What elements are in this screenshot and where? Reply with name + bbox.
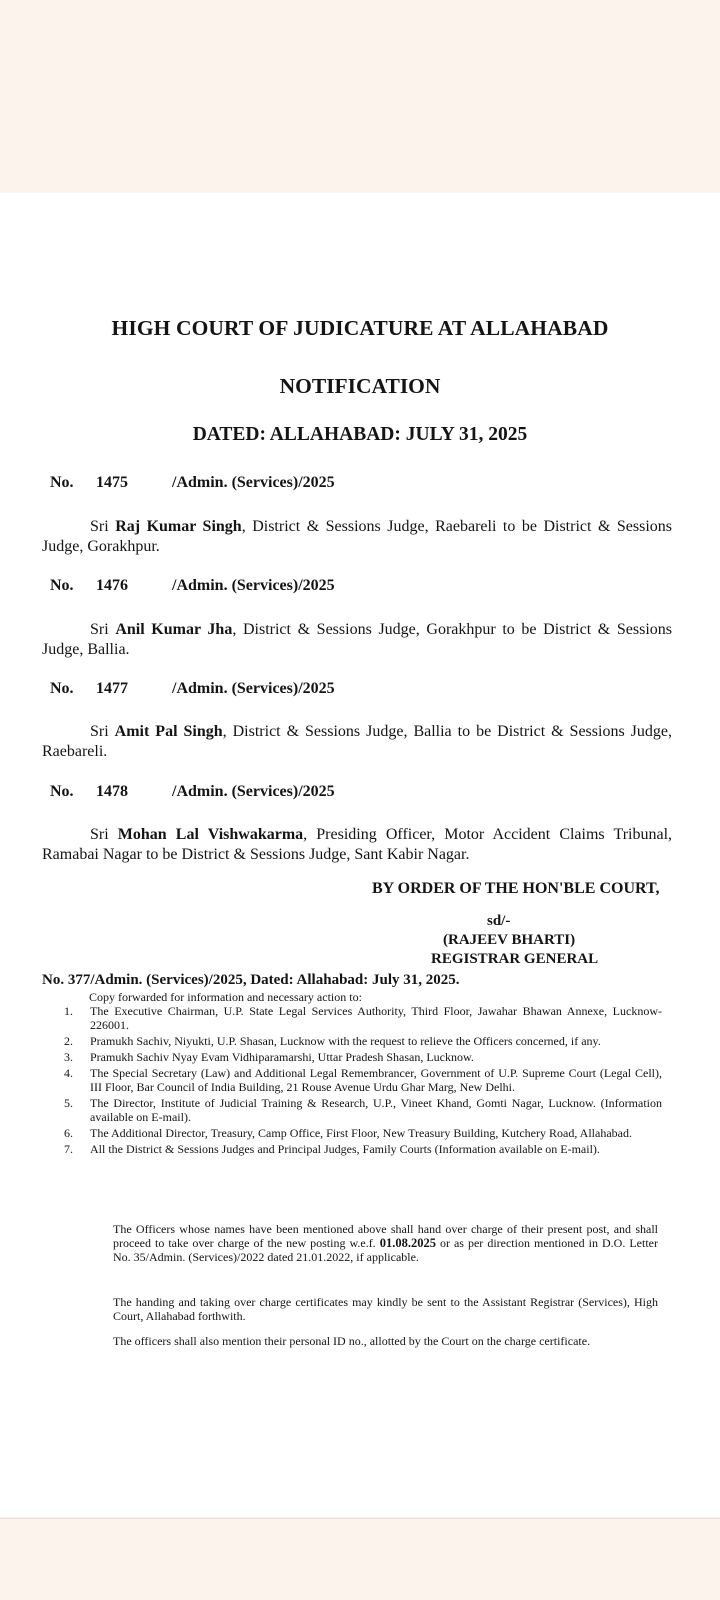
endorsement-reference: No. 377/Admin. (Services)/2025, Dated: Allahabad: July 31, 2025. bbox=[42, 972, 460, 988]
personal-id-note: The officers shall also mention their personal ID no., allotted by the Court on the charge certificate. bbox=[113, 1334, 591, 1348]
page-edge-line bbox=[0, 1518, 720, 1519]
item-text: Pramukh Sachiv Nyay Evam Vidhiparamarshi, Uttar Pradesh Shasan, Lucknow. bbox=[90, 1050, 474, 1064]
officer-name: Raj Kumar Singh bbox=[115, 518, 242, 535]
item-number: 6. bbox=[64, 1126, 73, 1140]
dated-line: DATED: ALLAHABAD: JULY 31, 2025 bbox=[192, 424, 528, 445]
number-value: 1476 bbox=[96, 577, 128, 594]
notification-number-1478 bbox=[50, 783, 335, 801]
item-text: The Additional Director, Treasury, Camp Office, First Floor, New Treasury Building, Kutchery Road, Allahabad. bbox=[90, 1126, 632, 1140]
charge-handover-note bbox=[113, 1222, 658, 1264]
recipient-list bbox=[42, 1004, 662, 1158]
notification-number-1475 bbox=[50, 474, 335, 492]
officer-name: Anil Kumar Jha bbox=[115, 621, 233, 638]
number-label: No. bbox=[50, 474, 74, 491]
number-label: No. bbox=[50, 680, 74, 697]
number-suffix: /Admin. (Services)/2025 bbox=[172, 680, 335, 697]
signed-mark: sd/- bbox=[487, 913, 511, 929]
posting-text: , Presiding Officer, Motor Accident Claims Tribunal, Ramabai Nagar to be District & Sessions Judge, Sant Kabir Nagar. bbox=[42, 826, 673, 863]
list-item bbox=[42, 1126, 662, 1140]
posting-text: , District & Sessions Judge, Raebareli to be District & Sessions Judge, Gorakhpur. bbox=[42, 518, 673, 555]
notification-paragraph-1478 bbox=[42, 825, 672, 865]
top-margin-band bbox=[0, 0, 720, 192]
document-type-heading: NOTIFICATION bbox=[279, 374, 441, 398]
copy-forwarded-line: Copy forwarded for information and necessary action to: bbox=[89, 990, 362, 1004]
item-text: Pramukh Sachiv, Niyukti, U.P. Shasan, Lucknow with the request to relieve the Officers concerned, if any. bbox=[90, 1034, 601, 1048]
certificate-note: The handing and taking over charge certificates may kindly be sent to the Assistant Registrar (Services), High Court, Allahabad forthwith. bbox=[113, 1295, 658, 1323]
item-number: 3. bbox=[64, 1050, 73, 1064]
by-order-line: BY ORDER OF THE HON'BLE COURT, bbox=[372, 880, 660, 897]
item-number: 4. bbox=[64, 1066, 73, 1080]
item-text: The Executive Chairman, U.P. State Legal Services Authority, Third Floor, Jawahar Bhawan Annexe, Lucknow-226001. bbox=[90, 1004, 662, 1032]
number-label: No. bbox=[50, 783, 74, 800]
number-value: 1475 bbox=[96, 474, 128, 491]
note-text-b: or as per direction mentioned in D.O. Letter No. 35/Admin. (Services)/2022 dated 21.01.2022, if applicable. bbox=[113, 1236, 658, 1264]
notification-number-1476 bbox=[50, 577, 335, 595]
effective-date: 01.08.2025 bbox=[379, 1236, 436, 1250]
number-suffix: /Admin. (Services)/2025 bbox=[172, 577, 335, 594]
honorific: Sri bbox=[90, 826, 118, 843]
notification-paragraph-1475 bbox=[42, 517, 672, 557]
number-value: 1478 bbox=[96, 783, 128, 800]
item-text: The Director, Institute of Judicial Training & Research, U.P., Vineet Khand, Gomti Nagar, Lucknow. (Information available on E-mail). bbox=[90, 1096, 662, 1124]
bottom-margin-band bbox=[0, 1517, 720, 1600]
list-item bbox=[42, 1066, 662, 1094]
note-text-a: The Officers whose names have been mentioned above shall hand over charge of their present post, and shall proceed to take over charge of the new posting w.e.f. bbox=[113, 1222, 658, 1250]
notification-number-1477 bbox=[50, 680, 335, 698]
number-label: No. bbox=[50, 577, 74, 594]
item-text: All the District & Sessions Judges and Principal Judges, Family Courts (Information available on E-mail). bbox=[90, 1142, 600, 1156]
number-suffix: /Admin. (Services)/2025 bbox=[172, 474, 335, 491]
notification-paragraph-1476 bbox=[42, 620, 672, 660]
list-item bbox=[42, 1096, 662, 1124]
list-item bbox=[42, 1004, 662, 1032]
honorific: Sri bbox=[90, 723, 115, 740]
item-number: 2. bbox=[64, 1034, 73, 1048]
officer-name: Mohan Lal Vishwakarma bbox=[117, 826, 304, 843]
signatory-name: (RAJEEV BHARTI) bbox=[443, 932, 576, 948]
officer-name: Amit Pal Singh bbox=[114, 723, 223, 740]
item-text: The Special Secretary (Law) and Additional Legal Remembrancer, Government of U.P. Supreme Court (Legal Cell), III Floor, Bar Council of India Building, 21 Rouse Avenue Urdu Ghar Marg, New Delhi. bbox=[90, 1066, 662, 1094]
posting-text: , District & Sessions Judge, Ballia to be District & Sessions Judge, Raebareli. bbox=[42, 723, 672, 760]
item-number: 7. bbox=[64, 1142, 73, 1156]
honorific: Sri bbox=[90, 621, 116, 638]
court-title: HIGH COURT OF JUDICATURE AT ALLAHABAD bbox=[111, 316, 609, 340]
notification-paragraph-1477 bbox=[42, 722, 672, 762]
posting-text: , District & Sessions Judge, Gorakhpur to be District & Sessions Judge, Ballia. bbox=[42, 621, 673, 658]
list-item bbox=[42, 1142, 662, 1156]
number-suffix: /Admin. (Services)/2025 bbox=[172, 783, 335, 800]
item-number: 5. bbox=[64, 1096, 73, 1110]
list-item bbox=[42, 1034, 662, 1048]
honorific: Sri bbox=[90, 518, 116, 535]
signatory-title: REGISTRAR GENERAL bbox=[431, 951, 599, 967]
number-value: 1477 bbox=[96, 680, 128, 697]
item-number: 1. bbox=[64, 1004, 73, 1018]
list-item bbox=[42, 1050, 662, 1064]
